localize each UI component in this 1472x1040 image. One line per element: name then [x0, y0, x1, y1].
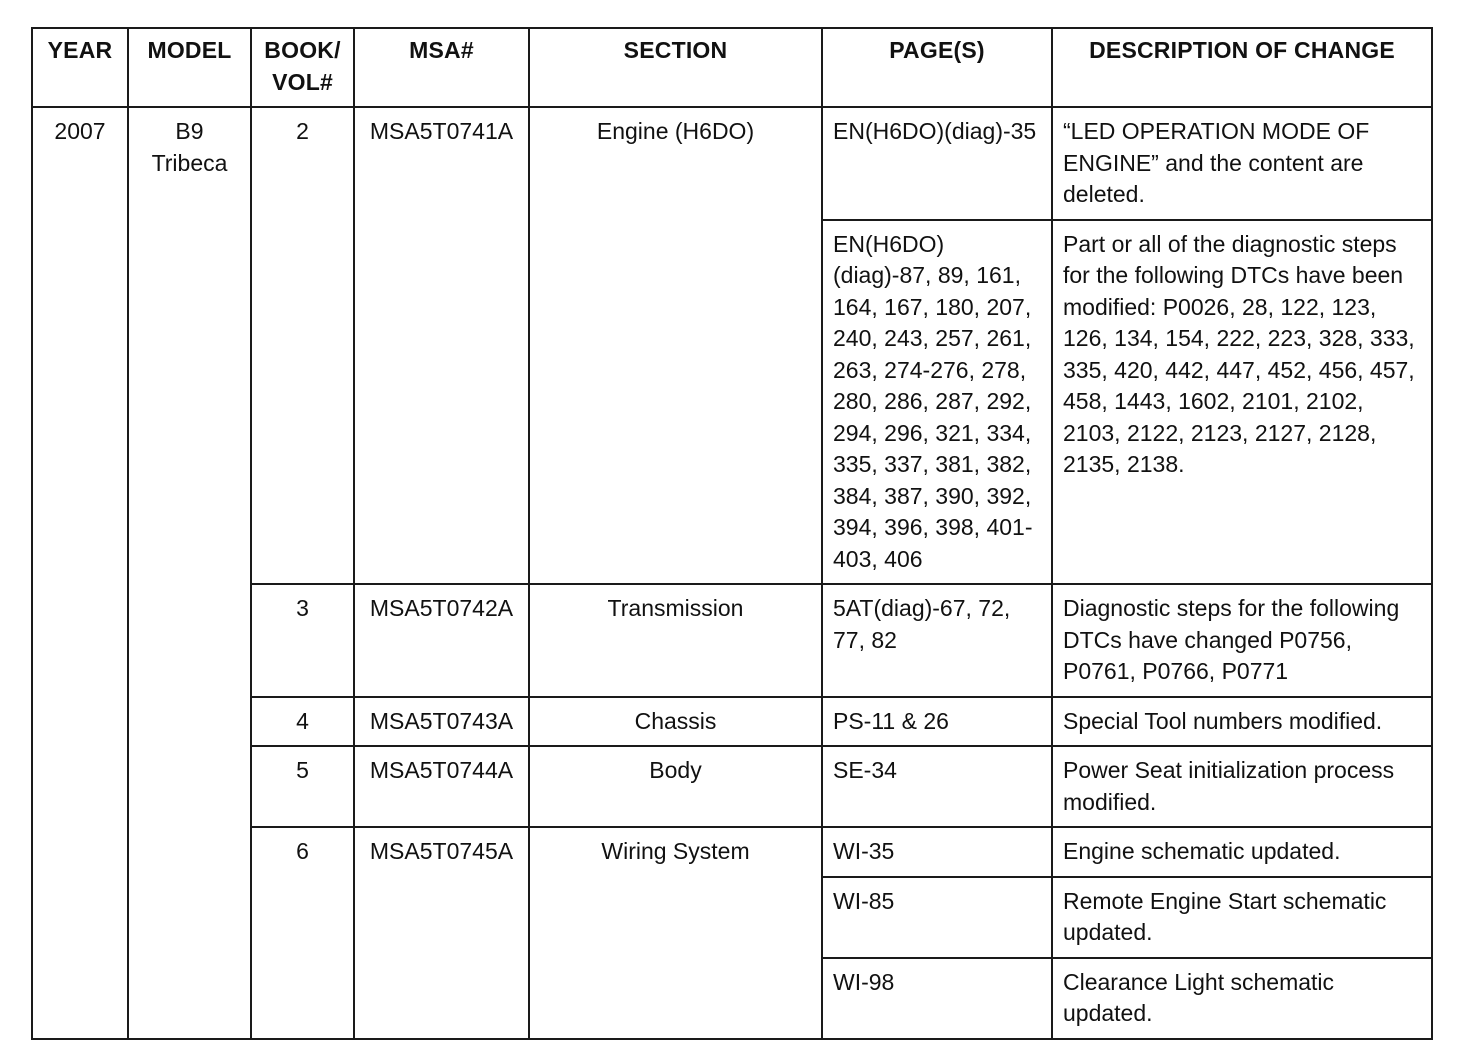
msa-cell: MSA5T0743A [354, 697, 529, 747]
pages-cell: WI-85 [822, 877, 1052, 958]
book-cell: 4 [251, 697, 354, 747]
description-cell: Remote Engine Start schematic updated. [1052, 877, 1432, 958]
pages-cell: WI-98 [822, 958, 1052, 1039]
msa-cell: MSA5T0744A [354, 746, 529, 827]
book-cell: 5 [251, 746, 354, 827]
table-row [32, 107, 1432, 220]
change-table [31, 27, 1433, 1040]
pages-cell: SE-34 [822, 746, 1052, 827]
header-pages: PAGE(S) [822, 28, 1052, 107]
header-book: BOOK/ VOL# [251, 28, 354, 107]
pages-cell: PS-11 & 26 [822, 697, 1052, 747]
description-cell: Engine schematic updated. [1052, 827, 1432, 877]
pages-cell: EN(H6DO)(diag)-35 [822, 107, 1052, 220]
model-cell [128, 107, 251, 1039]
pages-cell: 5AT(diag)-67, 72, 77, 82 [822, 584, 1052, 697]
header-section: SECTION [529, 28, 822, 107]
model-text: B9 Tribeca [151, 118, 228, 176]
header-description: DESCRIPTION OF CHANGE [1052, 28, 1432, 107]
header-row [32, 28, 1432, 107]
msa-cell: MSA5T0742A [354, 584, 529, 697]
section-cell: Wiring System [529, 827, 822, 1039]
section-cell: Transmission [529, 584, 822, 697]
year-cell: 2007 [32, 107, 128, 1039]
pages-cell: EN(H6DO)(diag)-87, 89, 161, 164, 167, 180, 207, 240, 243, 257, 261, 263, 274-276, 278, 280, 286, 287, 292, 294, 296, 321, 334, 335, 337, 381, 382, 384, 387, 390, 392, 394, 396, 398, 401-403, 406 [822, 220, 1052, 585]
book-cell: 2 [251, 107, 354, 584]
pages-cell: WI-35 [822, 827, 1052, 877]
section-cell: Chassis [529, 697, 822, 747]
description-cell: Clearance Light schematic updated. [1052, 958, 1432, 1039]
description-cell: Power Seat initialization process modified. [1052, 746, 1432, 827]
section-cell: Engine (H6DO) [529, 107, 822, 584]
description-cell: “LED OPERATION MODE OF ENGINE” and the content are deleted. [1052, 107, 1432, 220]
msa-cell: MSA5T0745A [354, 827, 529, 1039]
description-cell: Diagnostic steps for the following DTCs have changed P0756, P0761, P0766, P0771 [1052, 584, 1432, 697]
description-cell: Part or all of the diagnostic steps for the following DTCs have been modified: P0026, 28, 122, 123, 126, 134, 154, 222, 223, 328, 333, 335, 420, 442, 447, 452, 456, 457, 458, 1443, 1602, 2101, 2102, 2103, 2122, 2123, 2127, 2128, 2135, 2138. [1052, 220, 1432, 585]
book-cell: 3 [251, 584, 354, 697]
description-cell: Special Tool numbers modified. [1052, 697, 1432, 747]
header-year: YEAR [32, 28, 128, 107]
header-model: MODEL [128, 28, 251, 107]
msa-cell: MSA5T0741A [354, 107, 529, 584]
header-msa: MSA# [354, 28, 529, 107]
section-cell: Body [529, 746, 822, 827]
book-cell: 6 [251, 827, 354, 1039]
